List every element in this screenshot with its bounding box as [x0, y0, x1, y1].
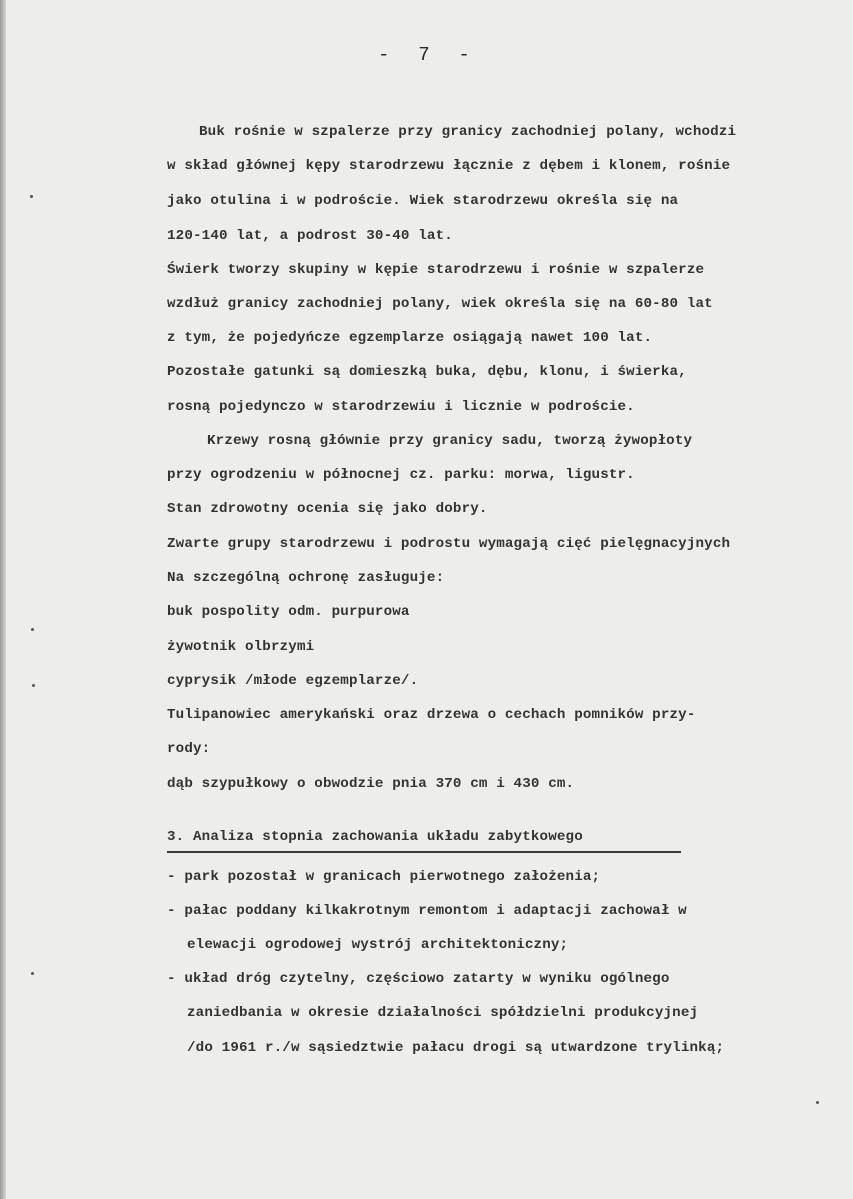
section-heading: 3. Analiza stopnia zachowania układu zabytkowego: [167, 829, 583, 845]
bullet-line: - układ dróg czytelny, częściowo zatarty w wyniku ogólnego: [167, 971, 670, 987]
text-line: dąb szypułkowy o obwodzie pnia 370 cm i 430 cm.: [167, 776, 575, 792]
text-line: Pozostałe gatunki są domieszką buka, dębu, klonu, i świerka,: [167, 364, 687, 380]
paper-speck: [31, 972, 34, 975]
text-line: Tulipanowiec amerykański oraz drzewa o cechach pomników przy-: [167, 707, 696, 723]
text-line: w skład głównej kępy starodrzewu łącznie z dębem i klonem, rośnie: [167, 158, 731, 174]
bullet-line: - park pozostał w granicach pierwotnego założenia;: [167, 869, 601, 885]
text-line: 120-140 lat, a podrost 30-40 lat.: [167, 228, 453, 244]
paper-speck: [30, 195, 33, 198]
text-line: Świerk tworzy skupiny w kępie starodrzewu i rośnie w szpalerze: [167, 262, 705, 278]
bullet-line: elewacji ogrodowej wystrój architektoniczny;: [187, 937, 569, 953]
text-line: jako otulina i w podroście. Wiek starodrzewu określa się na: [167, 193, 679, 209]
page-number: - 7 -: [378, 44, 472, 66]
bullet-line: zaniedbania w okresie działalności spółdzielni produkcyjnej: [187, 1005, 699, 1021]
text-line: Krzewy rosną głównie przy granicy sadu, tworzą żywopłoty: [207, 433, 693, 449]
bullet-line: /do 1961 r./w sąsiedztwie pałacu drogi są utwardzone trylinką;: [187, 1040, 725, 1056]
page-edge: [0, 0, 6, 1199]
text-line: rody:: [167, 741, 211, 757]
paper-speck: [32, 684, 35, 687]
text-line: żywotnik olbrzymi: [167, 639, 315, 655]
text-line: wzdłuż granicy zachodniej polany, wiek określa się na 60-80 lat: [167, 296, 713, 312]
paper-speck: [31, 628, 34, 631]
text-line: cyprysik /młode egzemplarze/.: [167, 673, 419, 689]
heading-underline: [167, 851, 681, 853]
text-line: Stan zdrowotny ocenia się jako dobry.: [167, 501, 488, 517]
text-line: Na szczególną ochronę zasługuje:: [167, 570, 445, 586]
text-line: Zwarte grupy starodrzewu i podrostu wymagają cięć pielęgnacyjnych: [167, 536, 731, 552]
text-line: buk pospolity odm. purpurowa: [167, 604, 410, 620]
paper-speck: [816, 1101, 819, 1104]
bullet-line: - pałac poddany kilkakrotnym remontom i adaptacji zachował w: [167, 903, 687, 919]
text-line: Buk rośnie w szpalerze przy granicy zachodniej polany, wchodzi: [199, 124, 737, 140]
text-line: z tym, że pojedyńcze egzemplarze osiągają nawet 100 lat.: [167, 330, 653, 346]
text-line: przy ogrodzeniu w północnej cz. parku: morwa, ligustr.: [167, 467, 635, 483]
text-line: rosną pojedynczo w starodrzewiu i licznie w podroście.: [167, 399, 635, 415]
